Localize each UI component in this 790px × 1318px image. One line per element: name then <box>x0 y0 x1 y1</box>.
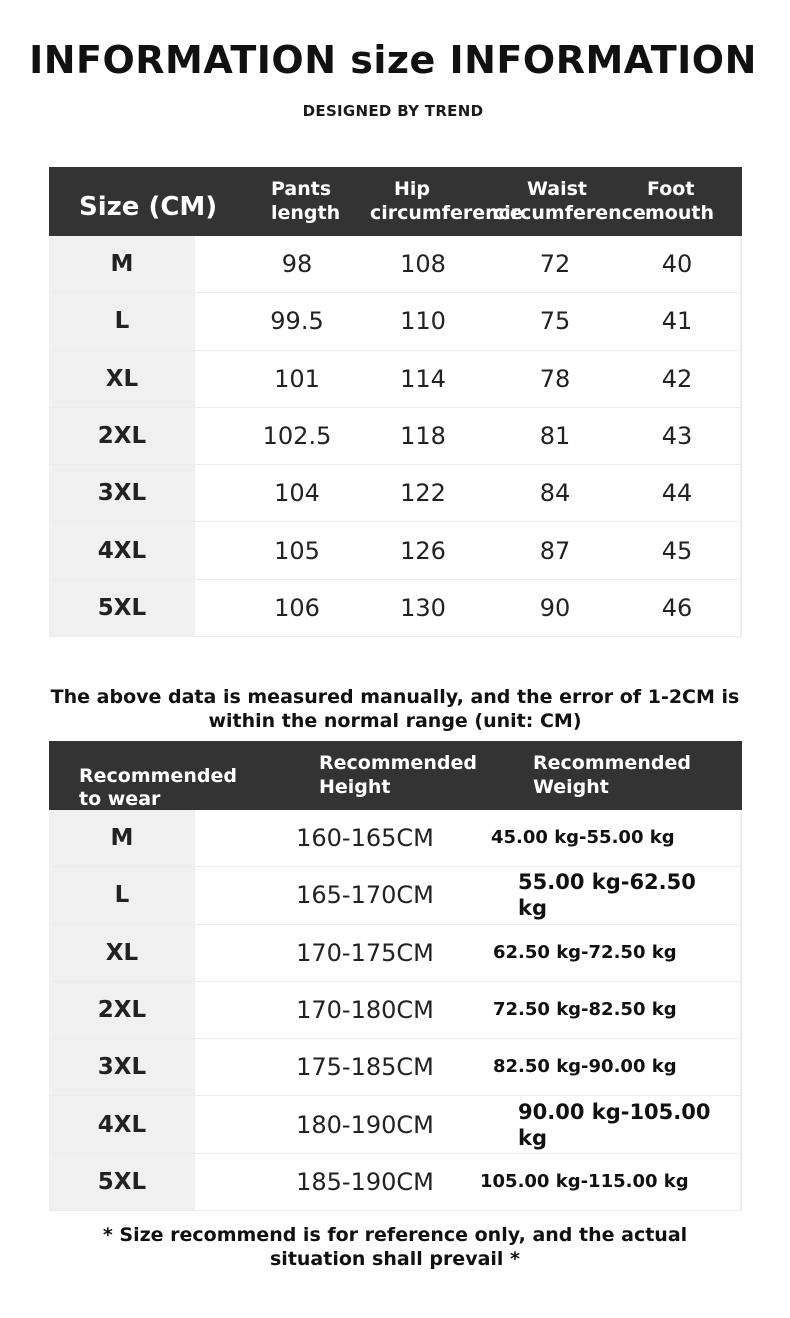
header-size: Size (CM) <box>79 192 218 222</box>
cell-height: 160-165CM <box>296 824 434 853</box>
cell-pants-length: 101 <box>274 364 320 393</box>
cell-weight <box>493 1039 677 1095</box>
row-edge <box>740 1096 742 1152</box>
cell-height: 180-190CM <box>296 1110 434 1139</box>
table-row <box>49 351 742 408</box>
page-title: INFORMATION size INFORMATION <box>29 38 757 82</box>
size-table-header <box>49 167 742 236</box>
recommend-table-body <box>49 810 742 1211</box>
cell-hip: 118 <box>400 422 446 451</box>
table-row <box>49 1154 742 1211</box>
cell-waist: 84 <box>539 479 571 508</box>
cell-height: 165-170CM <box>296 881 434 910</box>
cell-waist: 90 <box>539 593 571 622</box>
size-label: L <box>49 867 195 923</box>
cell-pants-length: 98 <box>281 250 313 279</box>
size-label: XL <box>49 925 195 981</box>
cell-height: 175-185CM <box>296 1053 434 1082</box>
cell-weight <box>518 867 696 923</box>
cell-hip: 130 <box>400 593 446 622</box>
size-label: 5XL <box>49 1154 195 1210</box>
row-edge <box>740 522 742 578</box>
table-row <box>49 293 742 350</box>
row-edge <box>740 465 742 521</box>
size-label: 2XL <box>49 982 195 1038</box>
header-pants-length: Pants length <box>271 178 341 224</box>
table-row <box>49 580 742 637</box>
row-edge <box>740 1039 742 1095</box>
table-row <box>49 465 742 522</box>
cell-waist: 81 <box>539 422 571 451</box>
cell-weight <box>493 925 677 981</box>
table-row <box>49 982 742 1039</box>
cell-waist: 75 <box>539 307 571 336</box>
reference-note: * Size recommend is for reference only, and the actual situation shall prevail * <box>102 1224 688 1270</box>
header-recommended-weight: Recommended Weight <box>533 752 691 798</box>
table-row <box>49 810 742 867</box>
weight-line: kg <box>518 896 547 921</box>
size-label: L <box>49 293 195 349</box>
row-edge <box>740 925 742 981</box>
size-label: 4XL <box>49 1096 195 1152</box>
cell-hip: 110 <box>400 307 446 336</box>
cell-waist: 78 <box>539 364 571 393</box>
size-label: 3XL <box>49 1039 195 1095</box>
cell-weight <box>493 982 677 1038</box>
weight-line: 105.00 kg-115.00 kg <box>480 1170 689 1192</box>
row-edge <box>740 580 742 636</box>
row-edge <box>740 1154 742 1210</box>
row-edge <box>740 408 742 464</box>
size-label: XL <box>49 351 195 407</box>
header-hip: Hip circumference <box>370 178 523 224</box>
cell-hip: 126 <box>400 536 446 565</box>
cell-hip: 108 <box>400 250 446 279</box>
row-edge <box>740 867 742 923</box>
cell-foot: 41 <box>661 307 693 336</box>
table-row <box>49 236 742 293</box>
header-waist: Waist circumference <box>493 178 646 224</box>
weight-line: 72.50 kg-82.50 kg <box>493 999 677 1021</box>
row-edge <box>740 982 742 1038</box>
cell-waist: 87 <box>539 536 571 565</box>
size-label: 3XL <box>49 465 195 521</box>
table-row <box>49 1039 742 1096</box>
cell-foot: 45 <box>661 536 693 565</box>
cell-height: 185-190CM <box>296 1167 434 1196</box>
page-subtitle: DESIGNED BY TREND <box>302 102 484 120</box>
cell-weight <box>491 810 675 866</box>
cell-height: 170-175CM <box>296 938 434 967</box>
size-table <box>49 167 742 637</box>
cell-foot: 44 <box>661 479 693 508</box>
size-label: 5XL <box>49 580 195 636</box>
weight-line: kg <box>518 1125 547 1150</box>
table-row <box>49 925 742 982</box>
size-label: 2XL <box>49 408 195 464</box>
measurement-note: The above data is measured manually, and the error of 1-2CM is within the normal range (unit: CM) <box>50 686 740 732</box>
weight-line: 62.50 kg-72.50 kg <box>493 941 677 963</box>
row-edge <box>740 236 742 292</box>
size-label: 4XL <box>49 522 195 578</box>
table-row <box>49 408 742 465</box>
cell-hip: 122 <box>400 479 446 508</box>
cell-pants-length: 106 <box>274 593 320 622</box>
weight-line: 82.50 kg-90.00 kg <box>493 1056 677 1078</box>
table-row <box>49 867 742 924</box>
cell-foot: 40 <box>661 250 693 279</box>
header-recommended-height: Recommended Height <box>319 752 477 798</box>
header-foot: Foot mouth <box>645 178 714 224</box>
recommend-table-header <box>49 741 742 810</box>
size-label: M <box>49 236 195 292</box>
weight-line: 90.00 kg-105.00 <box>518 1099 711 1124</box>
cell-weight <box>518 1096 711 1152</box>
table-row <box>49 1096 742 1153</box>
cell-height: 170-180CM <box>296 996 434 1025</box>
table-row <box>49 522 742 579</box>
cell-foot: 46 <box>661 593 693 622</box>
row-edge <box>740 810 742 866</box>
cell-pants-length: 102.5 <box>262 422 332 451</box>
cell-waist: 72 <box>539 250 571 279</box>
weight-line: 45.00 kg-55.00 kg <box>491 827 675 849</box>
size-table-body <box>49 236 742 637</box>
cell-pants-length: 104 <box>274 479 320 508</box>
cell-pants-length: 105 <box>274 536 320 565</box>
cell-foot: 42 <box>661 364 693 393</box>
weight-line: 55.00 kg-62.50 <box>518 870 696 895</box>
size-label: M <box>49 810 195 866</box>
cell-pants-length: 99.5 <box>270 307 324 336</box>
cell-hip: 114 <box>400 364 446 393</box>
row-edge <box>740 293 742 349</box>
row-edge <box>740 351 742 407</box>
cell-weight <box>480 1154 689 1210</box>
header-recommended-wear: Recommended to wear <box>79 765 237 810</box>
recommend-table <box>49 741 742 1211</box>
cell-foot: 43 <box>661 422 693 451</box>
